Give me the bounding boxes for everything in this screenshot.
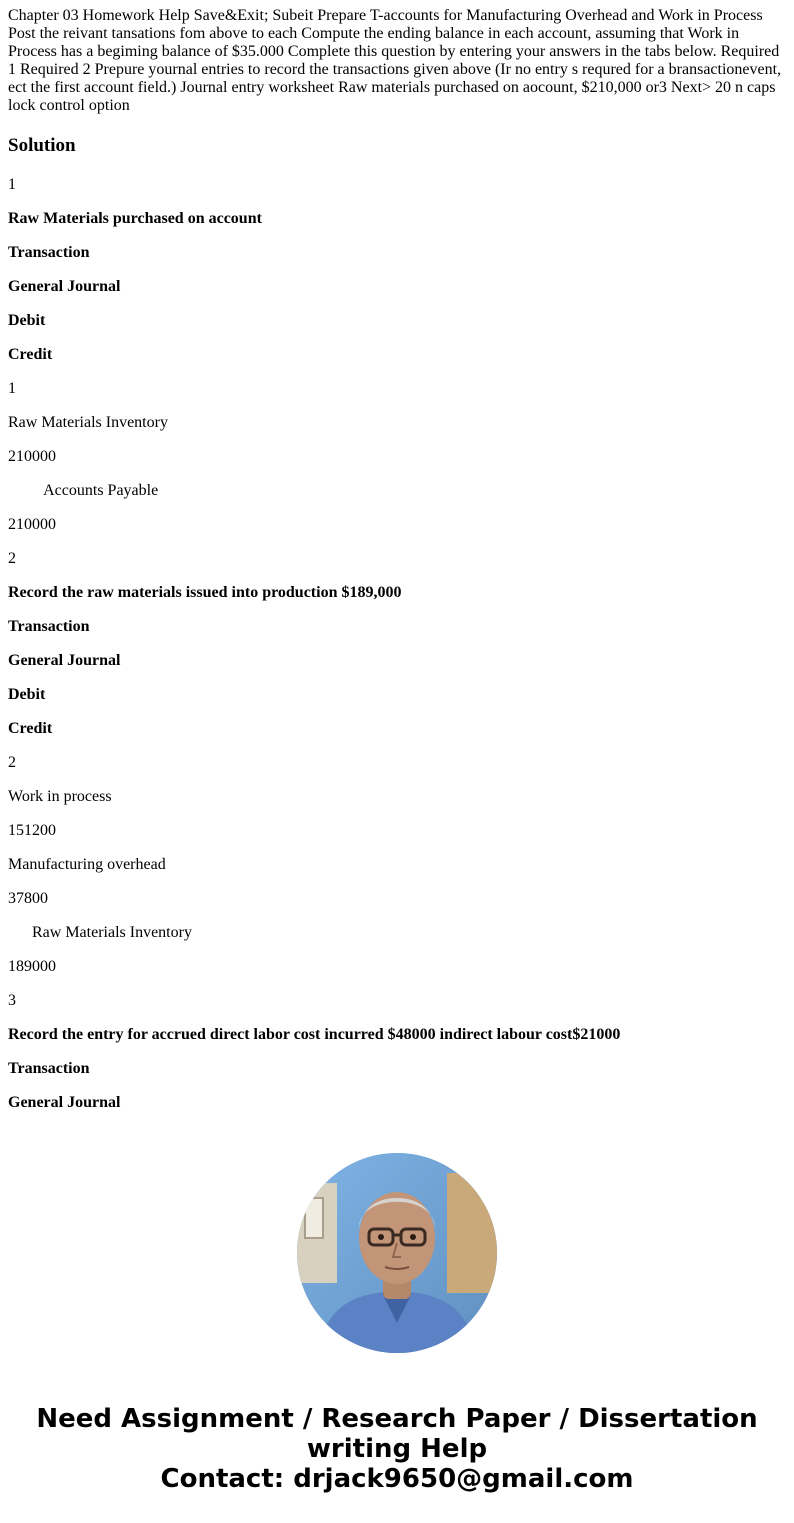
step-number: 3 xyxy=(8,992,16,1009)
footer-contact: Contact: drjack9650@gmail.com xyxy=(160,1464,634,1494)
transaction-number: 1 xyxy=(8,380,16,397)
journal-account: Work in process xyxy=(8,788,112,805)
column-header-general-journal: General Journal xyxy=(8,278,121,295)
step-title: Record the raw materials issued into production $189,000 xyxy=(8,584,402,601)
author-avatar xyxy=(297,1153,497,1353)
person-photo-icon xyxy=(297,1153,497,1353)
step-number: 1 xyxy=(8,176,16,193)
column-header-credit: Credit xyxy=(8,720,53,737)
footer-line: writing Help xyxy=(306,1434,488,1464)
debit-amount: 37800 xyxy=(8,890,48,907)
credit-amount: 189000 xyxy=(8,958,56,975)
transaction-number: 2 xyxy=(8,754,16,771)
debit-amount: 210000 xyxy=(8,448,56,465)
journal-account-indented: Accounts Payable xyxy=(8,482,159,499)
column-header-transaction: Transaction xyxy=(8,244,90,261)
solution-heading: Solution xyxy=(8,135,76,156)
step-number: 2 xyxy=(8,550,16,567)
column-header-debit: Debit xyxy=(8,686,46,703)
step-title: Record the entry for accrued direct labor cost incurred $48000 indirect labour cost$21000 xyxy=(8,1026,621,1043)
question-text: Chapter 03 Homework Help Save&Exit; Subeit Prepare T-accounts for Manufacturing Overhead and Work in Process Post the reivant tansations fom above to each Compute the ending balance in each account, assuming that Work in Process has a begiming balance of $35.000 Complete this question by entering your answers in the tabs below. Required 1 Required 2 Prepure yournal entries to record the transactions given above (Ir no entry s requred for a bransactionevent, ect the first account field.) Journal entry worksheet Raw materials purchased on aocount, $210,000 or3 Next> 20 n caps lock control option xyxy=(8,7,782,114)
column-header-transaction: Transaction xyxy=(8,618,90,635)
journal-account: Raw Materials Inventory xyxy=(8,414,168,431)
debit-amount: 151200 xyxy=(8,822,56,839)
contact-footer xyxy=(0,1404,794,1494)
document-content xyxy=(8,7,786,1111)
column-header-general-journal: General Journal xyxy=(8,652,121,669)
column-header-general-journal: General Journal xyxy=(8,1094,121,1111)
step-title: Raw Materials purchased on account xyxy=(8,210,262,227)
column-header-debit: Debit xyxy=(8,312,46,329)
column-header-transaction: Transaction xyxy=(8,1060,90,1077)
footer-line: Need Assignment / Research Paper / Dissertation xyxy=(36,1404,758,1434)
journal-account: Manufacturing overhead xyxy=(8,856,166,873)
column-header-credit: Credit xyxy=(8,346,53,363)
credit-amount: 210000 xyxy=(8,516,56,533)
journal-account-indented: Raw Materials Inventory xyxy=(8,924,192,941)
